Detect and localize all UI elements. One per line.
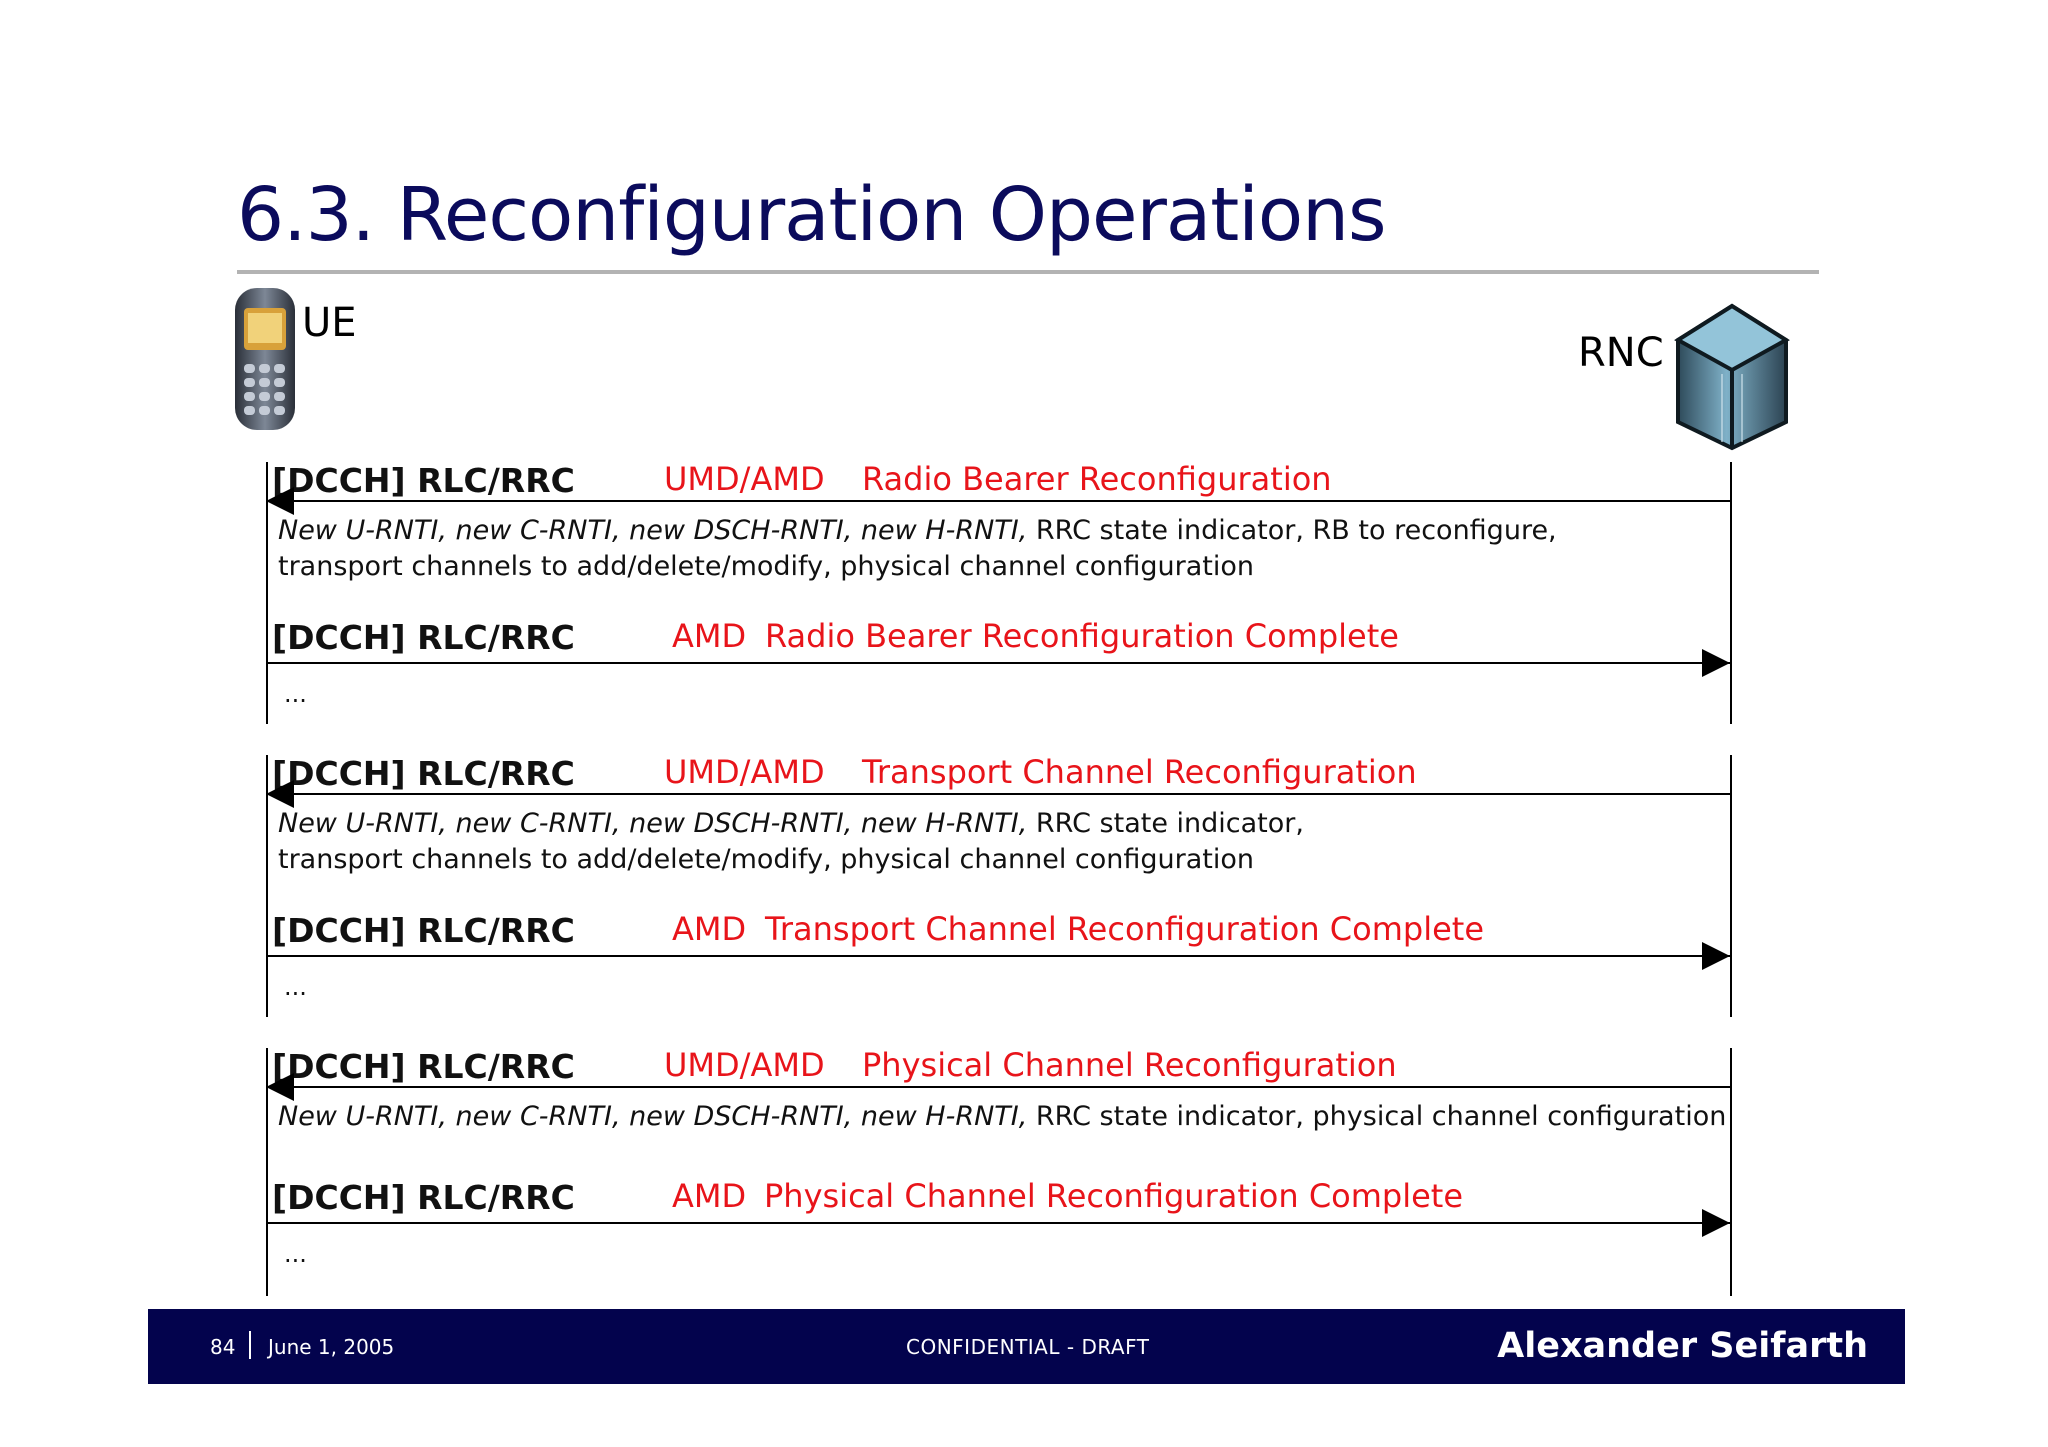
ellipsis: ... (284, 680, 307, 708)
mobile-phone-icon (232, 286, 298, 432)
channel-label: [DCCH] RLC/RRC (272, 618, 575, 657)
ellipsis: ... (284, 973, 307, 1001)
page-number: 84 (210, 1335, 236, 1359)
ellipsis: ... (284, 1240, 307, 1268)
message-request (272, 461, 575, 500)
footer-bar (148, 1309, 1905, 1384)
slide-title: 6.3. Reconfiguration Operations (237, 172, 1386, 258)
arrow-to-ue (266, 793, 1730, 795)
message-name: Physical Channel Reconfiguration (862, 1046, 1397, 1084)
message-mode: UMD/AMD (664, 1046, 825, 1084)
channel-label: [DCCH] RLC/RRC (272, 461, 575, 500)
arrowhead-left-icon (266, 487, 294, 515)
author-name: Alexander Seifarth (1497, 1326, 1868, 1366)
footer-separator (249, 1331, 251, 1359)
channel-label: [DCCH] RLC/RRC (272, 911, 575, 950)
arrowhead-right-icon (1702, 942, 1730, 970)
arrow-to-ue (266, 500, 1730, 502)
arrowhead-right-icon (1702, 1209, 1730, 1237)
arrow-to-rnc (266, 1222, 1730, 1224)
arrow-to-rnc (266, 662, 1730, 664)
footer-date: June 1, 2005 (268, 1335, 395, 1359)
rnc-label: RNC (1578, 330, 1664, 376)
rnc-lifeline (1730, 1048, 1732, 1296)
message-mode: AMD (672, 1177, 747, 1215)
rnc-lifeline (1730, 462, 1732, 724)
rnc-server-icon (1670, 298, 1794, 454)
ue-label: UE (302, 300, 357, 346)
arrowhead-right-icon (1702, 649, 1730, 677)
channel-label: [DCCH] RLC/RRC (272, 1047, 575, 1086)
channel-label: [DCCH] RLC/RRC (272, 1178, 575, 1217)
message-mode: AMD (672, 910, 747, 948)
message-mode: UMD/AMD (664, 753, 825, 791)
rnc-lifeline (1730, 755, 1732, 1017)
arrow-to-rnc (266, 955, 1730, 957)
arrow-to-ue (266, 1086, 1730, 1088)
message-name: Transport Channel Reconfiguration (862, 753, 1417, 791)
message-parameters: New U-RNTI, new C-RNTI, new DSCH-RNTI, new H-RNTI, RRC state indicator, transport channels to add/delete/modify, physical channel configuration (278, 808, 1304, 875)
message-name: Transport Channel Reconfiguration Complete (765, 910, 1485, 948)
message-mode: UMD/AMD (664, 460, 825, 498)
message-name: Physical Channel Reconfiguration Complete (764, 1177, 1464, 1215)
message-name: Radio Bearer Reconfiguration Complete (765, 617, 1399, 655)
channel-label: [DCCH] RLC/RRC (272, 754, 575, 793)
title-divider (237, 270, 1819, 274)
message-name: Radio Bearer Reconfiguration (862, 460, 1332, 498)
arrowhead-left-icon (266, 780, 294, 808)
confidential-label: CONFIDENTIAL - DRAFT (906, 1335, 1150, 1359)
message-mode: AMD (672, 617, 747, 655)
message-parameters: New U-RNTI, new C-RNTI, new DSCH-RNTI, new H-RNTI, RRC state indicator, RB to reconfigure, transport channels to add/delete/modify, physical channel configuration (278, 515, 1557, 582)
arrowhead-left-icon (266, 1073, 294, 1101)
message-parameters: New U-RNTI, new C-RNTI, new DSCH-RNTI, new H-RNTI, RRC state indicator, physical channel configuration (278, 1101, 1727, 1132)
